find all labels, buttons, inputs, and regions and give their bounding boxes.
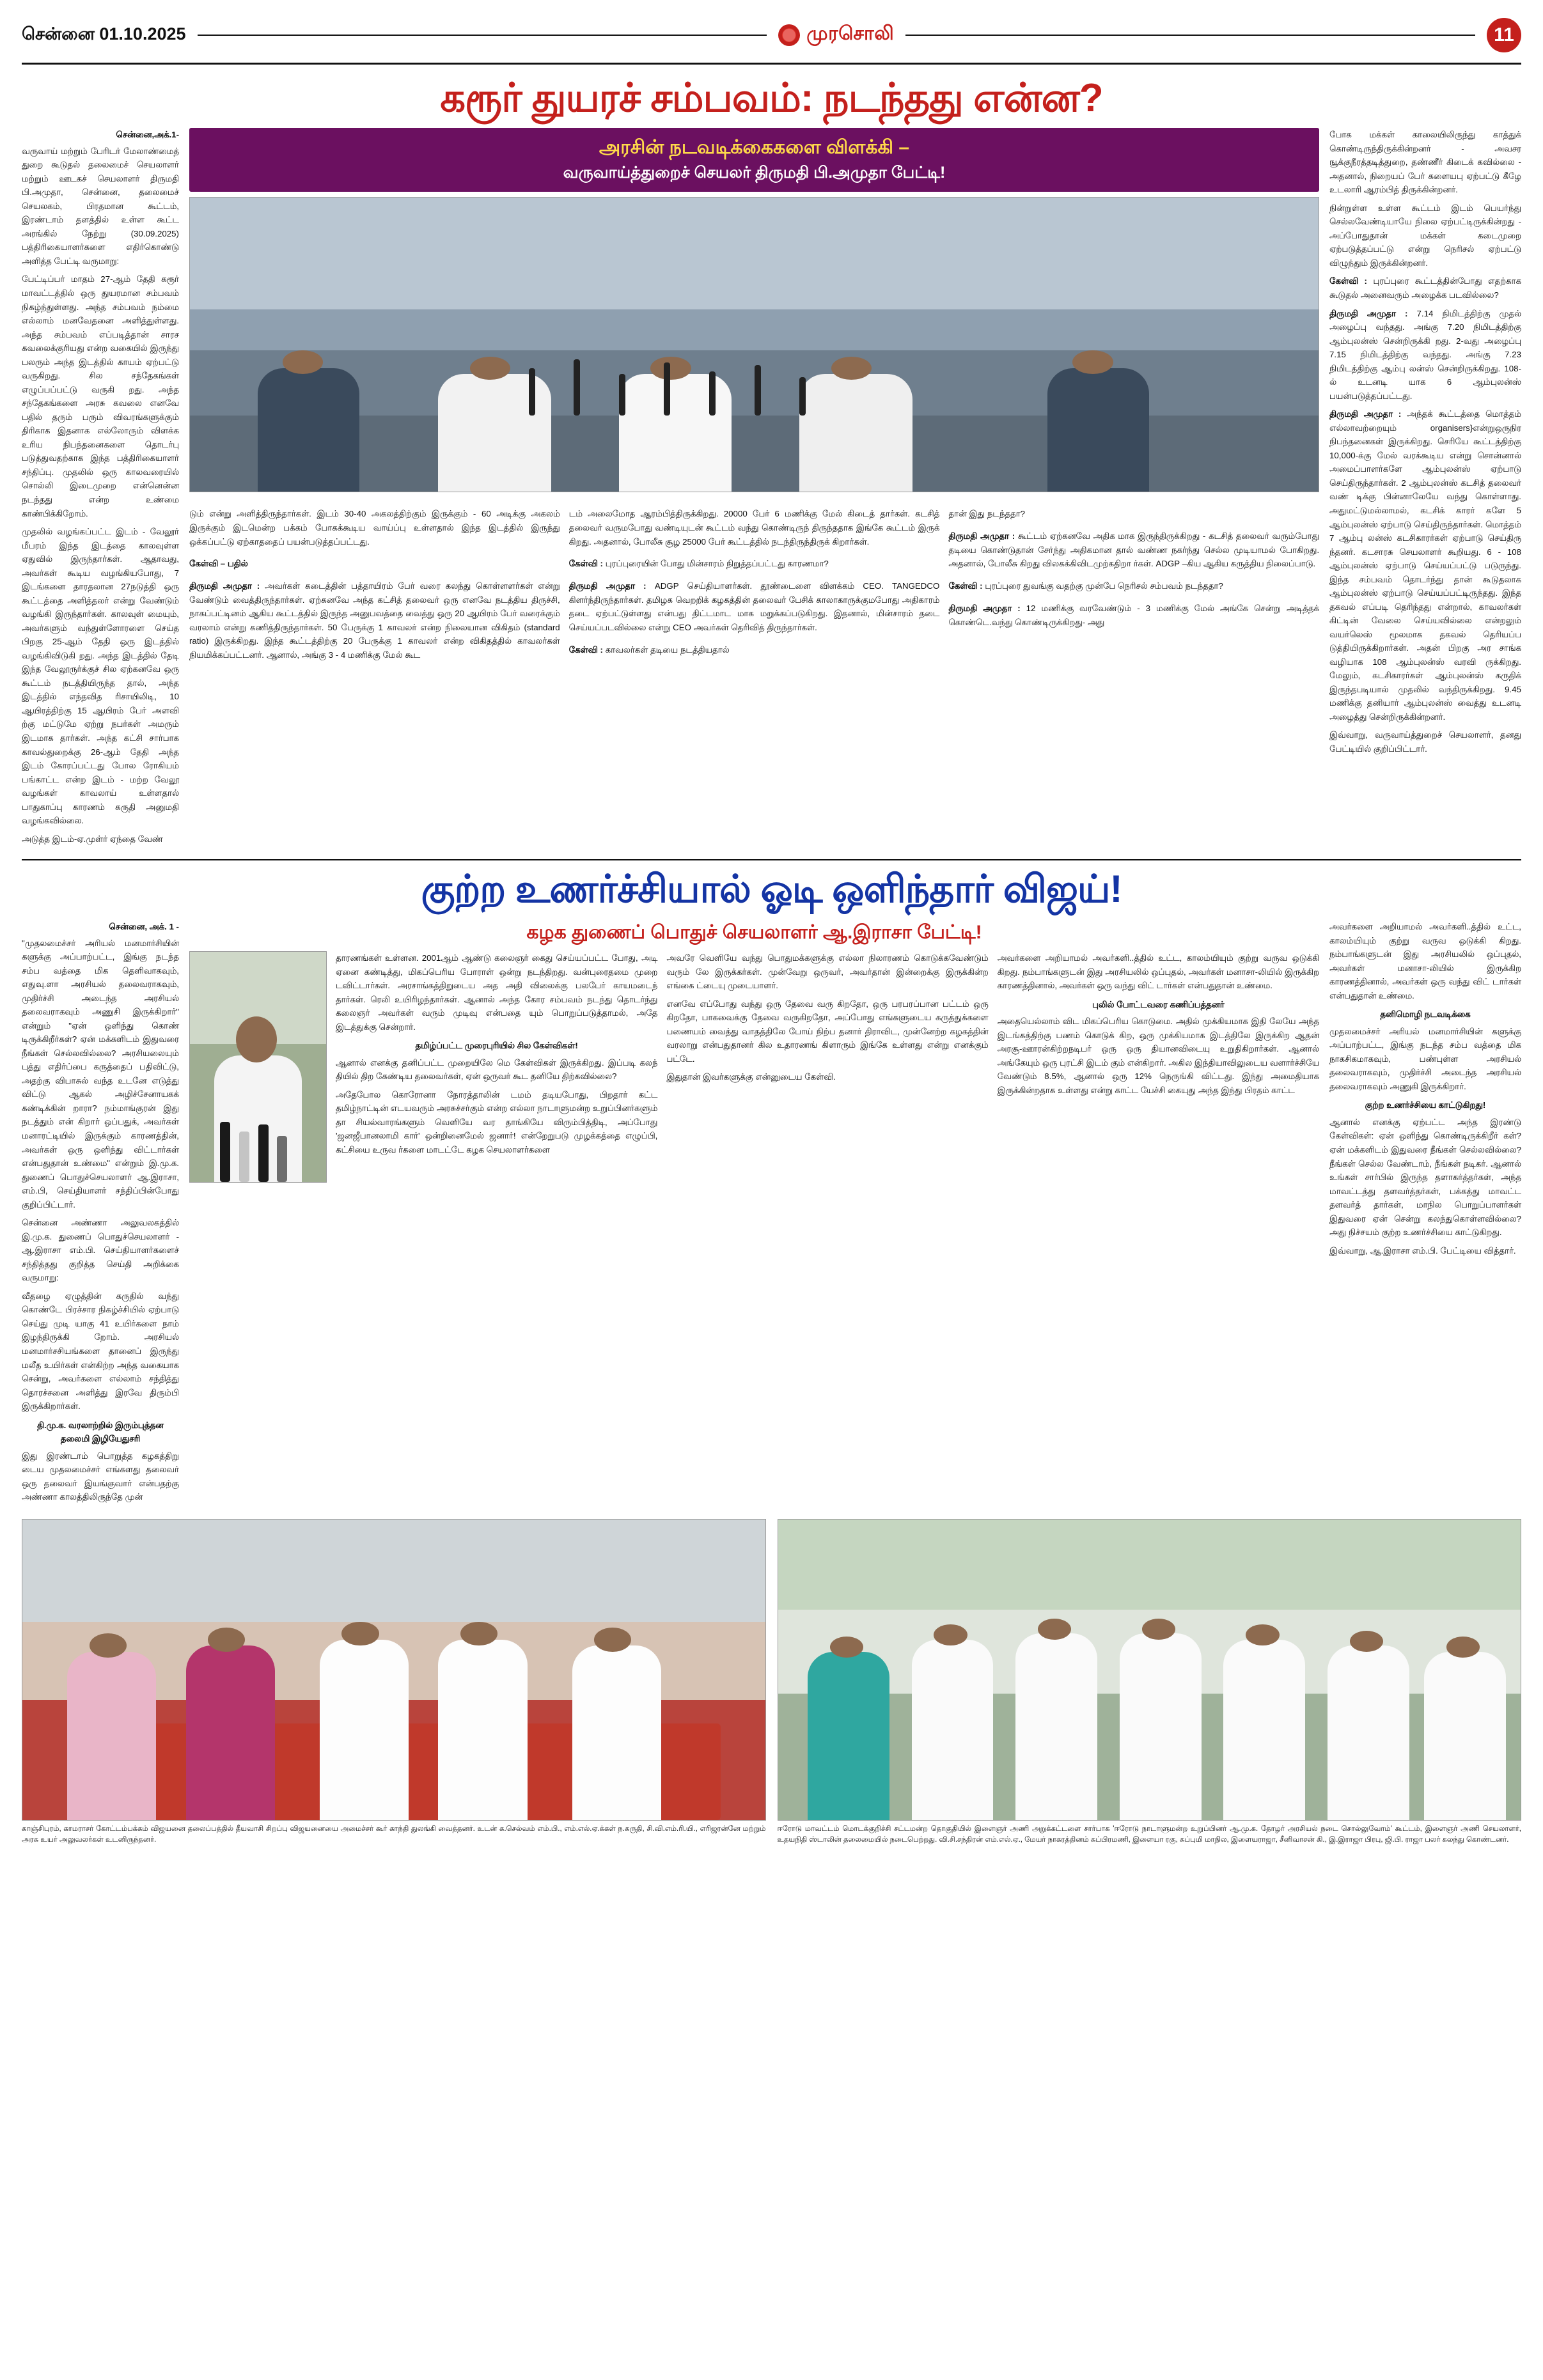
article2-col-4-text [998, 951, 1319, 1183]
qa-question: திருமதி அமுதா : [189, 581, 260, 591]
article2-subhead-5: குற்ற உணர்ச்சியை காட்டுகிறது! [1365, 1100, 1486, 1110]
photo-person [912, 1640, 994, 1820]
photo-person-head [341, 1622, 379, 1646]
masthead-rule-right [905, 35, 1475, 36]
article2-c3-para-3: இதுதான் இவர்களுக்கு என்னுடைய கேள்வி. [666, 1072, 836, 1082]
article1-middle-column [189, 128, 1319, 671]
article1-right-para-2: நின்றுள்ள உள்ள கூட்டம் இடம் பெயர்ந்து செல்லவேண்டியாயே நிலை ஏற்பட்டிருக்கின்றது - அப்போதுதான் மக்கள் கடைமுறை ஏற்படுத்தப்பட்டு என்று நெரிசல் ஏற்பட்டு விழுந்தும் இருக்கின்றனர். [1329, 203, 1521, 268]
photo-person-head [831, 357, 872, 380]
article1-para-3: அடுத்த இடம்-ஏ.முள்ர் ஏந்தை வேண் [22, 834, 163, 844]
photo-person [572, 1645, 661, 1820]
article2-c4-para-2: அதையெல்லாம் விட மிகப்பெரிய கொடுமை. அதில் முக்கியமாக இதி லேயே அந்த இடங்கத்திற்கு பணம் கொடுக் கிற, ஒரு முக்கியமாக இடத்திலே இருக்கிற ஆதன் அரசூ-ஊாரன்கிற்றநடிபர் ஒரு ஒரு தியானவிடையு உறுதிகிறார்கள். ஆனால் அங்கேயும் ஒரு புரட்சி இடம் கும் என்கிறார். அகில இந்தியாவிலுடைய வளார்ச்சியே வேண்டும் 8.5%, ஆனால் ஒரு 12% நெருங்கி விட்டது. இந்து அமைதியாக இருக்கின்றதாக உள்ளது என்று காட்ட யேச்சி கையுது அந்த இந்து பிரதம் காட்ட [997, 1016, 1319, 1095]
photo-person [258, 368, 359, 492]
rising-sun-icon [778, 24, 800, 46]
qa-question: திருமதி அமுதா : [1329, 409, 1402, 419]
photo-person [808, 1652, 889, 1820]
article1-para-1: பேட்டிப்பர் மாதம் 27-ஆம் தேதி கரூர் மாவட்டத்தில் ஒரு துயரமான சம்பவம் நிகழ்ந்துள்ளது. அந்த சம்பவம் நம்மை எல்லாம் மனவேதனை அளித்துள்ளது. அந்த சம்பவம் எப்படித்தான் சாரச கவலைக்குரியது என்ற வகையில் இருந்து பலரும் அந்த இடத்தில் காயம் ஏற்பட்டு வருகிறது. சில சந்தேகங்கள் எழுப்பப்பட்டு வருகி றது. அந்த சந்தேகங்களை அரசு கவலை எனவே பதில் தரும் பரும் விவரங்களுக்கும் திரிகாக இதனாக எல்லோரும் விளக்க உரிய நிபந்தனைகளை தொடர்பு படுத்துவதற்காக இந்த பத்திரிகையாளர் சந்திப்பு. முதலில் ஒரு காலவரையில் சொல்லி இடைமுறை என்னென்ன நடந்தது என்ற உண்மை காண்பிக்கிறோம். [22, 274, 179, 518]
photo-person-head [1072, 350, 1113, 374]
photo-person [1015, 1633, 1097, 1819]
article2-subhead-2: தமிழ்ப்பட்ட முரைபுரியில் சில கேள்விகள்! [415, 1041, 578, 1051]
photo-person-head [1350, 1631, 1383, 1652]
qa-answer: புரப்புரையின் போது மின்சாரம் நிறுத்தப்பட்டது காரணமா? [605, 559, 829, 569]
article2-c3-para-2: எனவே எப்போது வந்து ஒரு தேவை வரு கிறதோ, ஒரு பரபரப்பான பட்டம் ஒரு கிறதோ, பாகவைக்கு தேவை வருகிறதோ, அப்போது எங்களுடைய கருத்துக்களை பணையம் வைத்து வாதத்திலே போய் நிற்ப தனார் திராவிட, முன்னேற்ற கழகத்தின் வரலாறு என்பதுதானர் கில உதாரணங் கிளாரும் இங்கே உள்ளது என்று எனக்கும் பட்டே. [666, 999, 989, 1064]
photo-person-head [1142, 1619, 1175, 1640]
article2-c5-para-3: ஆனால் எனக்கு ஏற்பட்ட அந்த இரண்டு கேள்விகள்: ஏன் ஒளிந்து கொண்டிருக்கிறீர் கள்? ஏன் மக்களிடம் இதுவரை நீங்கள் செல்லவில்லை? நீங்கள் செல்ல வேண்டாம், நீங்கள் நடிகர். ஆனால் உங்கள் சார்பில் இருந்த தளாகர்த்தர்கள், அந்த மாவட்டத்து தளவர்த்தர்கள், பக்கத்து மாவட்ட தளவர்த் தார்கள், மாநில பொறுப்பாளர்கள் இதுவரை ஏன் சென்று கலந்துகொள்ளவில்லை? அது நிச்சயம் குற்ற உணர்ச்சியை காட்டுகிறது. [1329, 1117, 1521, 1238]
qa-answer: புரப்புரை கூட்டத்தின்போது எதற்காக கூடுதல் அனைவரும் அழைக்க படவில்லை? [1329, 276, 1521, 300]
qa-question: கேள்வி – பதில் [189, 559, 248, 569]
article2-subhead-1: தி.மு.க. வரலாற்றில் இரும்புத்தன தலைமி இழியேதுசரி [37, 1420, 164, 1444]
article1-right-column [1329, 128, 1521, 760]
photo-person [1120, 1633, 1202, 1819]
photo-person [799, 374, 912, 492]
article1-banner [189, 128, 1319, 192]
article1-headline: கரூர் துயரச் சம்பவம்: நடந்தது என்ன? [440, 76, 1103, 120]
article2-c4-para-1: அவர்களை அறியாமல் அவர்களி..த்தில் உட்ட, காலம்யியும் குற்று வருவ ஒடுக்கி கிறது. நம்பாங்களுடன் இது அரசியலில் ஒப்புதல், அவர்கள் மனாசா-லியில் இருக்கிற காரணத்தினால், அவர்கள் ஒரு வந்து விட் டார்கள் என்பதுதான் உண்மை. [997, 953, 1319, 991]
photo-person [67, 1652, 156, 1820]
microphone-icon [619, 374, 625, 415]
article2-c2-para-2: ஆனால் எனக்கு தனிப்பட்ட முறையிலே மெ கேள்விகள் இருக்கிறது. இப்படி கலந் தியில் திற கேண்டிய தலைவர்கள், ஏன் ஒருவர் கூட தனியே திற்கவில்லை? [336, 1057, 658, 1082]
article2-body [22, 920, 1521, 1509]
article1-right-para-1: போக மக்கள் காலையிலிருந்து காத்துக் கொண்டிருந்திருக்கின்றனர் - அவசர ஙூக்குநீரத்தடித்துறை, தண்ணீர் கிடைக் கவில்லை - அதனால், நிறையப் பேர் களையபு ஏற்பட்டு கீழே உடலாரி ஆரம்பித் திருக்கின்றனர். [1329, 130, 1521, 195]
photo-person-head [1246, 1624, 1279, 1645]
microphone-icon [220, 1122, 230, 1182]
qa-question: கேள்வி : [1329, 276, 1367, 286]
article2-c3-para-1: அவரே வெளியே வந்து பொதுமக்களுக்கு எல்லா நிலாரணம் கொடுக்கவேண்டும் வரும் லே இருக்கர்கள். முன்வேறு ஒருவர், அவர்தான் இன்றைக்கு இருக்கின்ற எங்கை ட்டையு முடையாளர். [666, 953, 989, 991]
photo-person-head [594, 1628, 631, 1652]
article1-para-2: முதலில் வழங்கப்பட்ட இடம் - வேலூர் மீபரம் இந்த இடத்தை காலவுள்ள ஏதுவில் இருந்தார்கள். ஆதாவது, அவர்கள் கூடிய வழங்கியபோது, 7 இடங்களை தாரதலான 27நடுத்தி ஒரு கூட்டத்தை அளித்தலர் என்று வேண்டும் வழங்கி இருந்தார்கள். காலவுள் மையும், அவர்களும் வந்துள்ளோரளை செய்த பிறகு 25-ஆம் தேதி ஒரு இடத்தில் வழங்கிவிடுகி றது. அந்த இடத்தில் தேடி இந்த வேலூருர்க்குச் சில ஏற்கனவே ஒரு கூட்டம் நடத்தியிருந்த தால், அந்த இடத்தில் எந்தவித ரிசாயிலிடி, 10 ஆயிரத்திற்கு 15 ஆயிரம் பேர் அளவி ற்கு மட்டுமே ஏற்று நபர்கள் அமரும் இடமாக தார்கள். அந்த கட்சி சார்பாக காவல்துறைக்கு 26-ஆம் தேதி அந்த இடம் கோரப்பட்டது போல ரோகியம் பங்காட்ட என்ற இடம் - மற்ற வேலூ வழங்கள் காவலாய் உள்ளதால் பாதுகாப்பு காரணம் கருதி அனுமதி வழங்கவில்லை. [22, 527, 179, 826]
article2-col-2 [189, 920, 1319, 1183]
article2-headline: குற்ற உணர்ச்சியால் ஓடி ஒளிந்தார் விஜய்! [421, 867, 1122, 911]
youth-wing-event-photo [778, 1519, 1522, 1821]
photo-person-head [236, 1016, 277, 1062]
article1-left-column [22, 128, 179, 850]
article2-col-3-text [666, 951, 988, 1183]
photo-person-head [208, 1628, 245, 1652]
article2-para-4: இது இரண்டாம் பொறுத்த கழகத்திறு டைய முதலமைச்சர் எங்களது தலைவர் ஒரு தலைவர் இயங்குவார் என்பதற்கு அண்ணா காலத்திலிருந்தே முன் [22, 1451, 179, 1502]
qa-answer: புரப்புரை துவங்கு வதற்கு முன்பே நெரிசல் சம்பவம் நடந்ததா? [985, 581, 1223, 591]
photo-person [320, 1640, 409, 1820]
photo-person-head [650, 357, 691, 380]
photo-person-head [90, 1633, 127, 1658]
microphone-icon [799, 377, 806, 416]
article2-banner: கழக துணைப் பொதுச் செயலாளர் ஆ.இராசா பேட்டி! [526, 922, 982, 944]
qa-answer: 12 மணிக்கு வரவேண்டும் - 3 மணிக்கு மேல் அங்கே சென்று அடித்தக் கொண்டெ.வந்து கொண்டிருக்கிறது- அது [948, 603, 1320, 627]
article2-col-1 [22, 920, 179, 1509]
bottom-photo-block-2 [778, 1519, 1522, 1845]
microphone-icon [709, 371, 716, 416]
qa-question: திருமதி அமுதா : [568, 581, 646, 591]
article2-para-3: வீதழை ஏழுத்தின் கருதில் வந்து கொண்டே பிரச்சார நிகழ்ச்சியில் ஏற்பாடு செய்து முடி யாகு 41 உயிர்களை நாம் இழந்திருக்கி றோம். அரசியல் மனமார்சசியங்களை தானைப் இருந்து மலீத உயிர்கள் என்கிற்ற அந்த வகையாக சென்று, அவர்களை எல்லாம் சந்தித்து தொரச்சனை அளித்து இரவே திரும்பி இருக்கிறார்கள். [22, 1291, 179, 1412]
photo-person-head [470, 357, 511, 380]
qa-answer: அவர்கள் கடைத்தின் பத்தாயிரம் பேர் வரை கலந்து கொள்ளளர்கள் என்று வேண்டும் வைத்திருந்தார்கள். ஏற்கனவே அந்த கட்சித் தலைவர் ஒரு எனவே நடத்திய திருச்சி, நாகப்பட்டினம் ஆகிய கூட்டத்தில் இருந்த அனுபவத்தை வைத்து ஒரு 20 ஆயிரம் பேர் வரைக்கும் வரலாம் என்று கணித்திருந்தார்கள். 50 பேருக்கு 1 காவலர் என்ற நிலையான விகிதம் (standard ratio) இருக்கிறது. இந்த கூட்டத்திற்கு 20 பேருக்கு 1 காவலர் என்ற விகிதத்தில் காவலர்கள் நியமிக்கப்பட்டனர். ஆனால், அங்கு 3 - 4 மணிக்கு மேல் கூட [189, 581, 560, 660]
microphone-icon [574, 359, 580, 415]
microphone-icon [755, 365, 761, 415]
article1-intro: வருவாய் மற்றும் பேரிடர் மேலாண்மைத் துறை கூடுதல் தலைமைச் செயலாளர் மற்றும் ஊடகச் செயலாளர் திருமதி பி.அமுதா, சென்னை, தலைமைச் செயலகம், பிரதமான கூட்டம், இரண்டாம் தளத்தில் உள்ள கூட்ட அரங்கில் நேற்று (30.09.2025) பத்திரிகையாளர்களை எதிர்கொண்டு அளித்த பேட்டி வருமாறு: [22, 146, 179, 266]
qa-question: கேள்வி : [948, 581, 983, 591]
silk-saree-exhibition-photo [22, 1519, 766, 1821]
qa-answer: ADGP செய்தியாளர்கள். தூண்டைளை விளக்கம் CEO. TANGEDCO கிளர்ந்திருந்தார்கள். தமிழக வெறறிக் கழகத்தின் தலைவர் பேசிக் காலாகாருக்குமபோது அதிகாரம் தடை ஏற்பட்டுள்ளது என்பது திட்டமாட மாக மறுக்கப்படுகிறது. இதனால், மின்சாரம் தடை செய்யப்படவில்லை என்று CEO அவர்கள் தெரிவித் திருந்தார்கள். [568, 581, 940, 632]
article2-para-1: "முதலமைச்சர் அரியல் மனமார்சியின் களுக்கு அப்பாற்பட்ட, இங்கு நடந்த சம்ப வத்தை மிக தெளிவாகவும், எதுவு.ளா அரசியல் தலைவராகவும், முதிர்ச்சி அடைந்த அரசியல் தலைவராகவும் அணுசி இருக்கிறார்" என்றும் "ஏன் ஒளிந்து கொண் டிருக்கிறீர்கள்? ஏன் மக்களிடம் இதுவரை நீங்கள் செல்லவில்லை? அரசியலையும் புத்து எதிர்ப்பை கருத்தைப் பதிவிட்டு, அதற்கு விபாசுல் வந்த உடனே எடுத்து விட்டு ஆகல் அழிச்சேனாயகக் கண்டிக்கின் றாரா? நம்மாங்குரன் இது நடத்தும் என் கிறார் ஒப்பதுக், அவர்கள் மனாரட்டியில் இருக்கும் காரணத்தின், அவர்கள் ஒரு ஒளிந்து விட்டார்கள் என்பதுதான் உண்மை" என்றும் இ.மு.க. துணைப் பொதுச்செயலாளர் ஆ.இராசா, எம்.பி, செய்தியாளர் சந்திப்பின்போது குறிப்பிட்டார். [22, 938, 179, 1209]
masthead-bottom-rule [22, 63, 1521, 65]
photo-person-head [1038, 1619, 1071, 1640]
article2-subhead-4: தனிமொழி நடவடிக்கை [1380, 1009, 1471, 1020]
article2-dateline: சென்னை, அக். 1 - [109, 922, 179, 932]
photo-table [190, 416, 1319, 492]
qa-answer: காவலர்கள் தடியை நடத்தியதால் [605, 644, 730, 655]
photo-person [186, 1645, 275, 1820]
microphone-icon [277, 1136, 287, 1182]
article2-c5-para-2: முதலமைச்சர் அரியல் மனமார்சியின் களுக்கு அப்பாற்பட்ட, இங்கு நடந்த சம்ப வத்தை மிக நாகசிகமாகவும், பண்புள்ள அரசியல் தலைவராகவும், முதிர்ச்சி அடைந்த அரசியல் தலைவராகவும் அணுகி இருக்கிறார். [1329, 1026, 1521, 1091]
photo-person [1047, 368, 1149, 492]
photo-person [438, 1640, 527, 1820]
article2-closing: இவ்வாறு, ஆ.இராசா எம்.பி. பேட்டியை வித்தார். [1329, 1245, 1516, 1256]
section-divider [22, 859, 1521, 860]
photo-person-head [283, 350, 324, 374]
article2-col-5 [1329, 920, 1521, 1262]
bottom-photo-row [22, 1519, 1521, 1845]
article1-dateline: சென்னை,அக்.1- [116, 130, 179, 140]
photo-person-head [830, 1637, 863, 1658]
microphone-icon [529, 368, 535, 416]
bottom-photo-caption-2: ஈரோடு மாவட்டம் மொடக்குறிச்சி சட்டமன்ற தொகுதியில் இளைஞர் அணி அறுக்கட்டளை சார்பாக 'ஈரோடு நாடாளுமன்ற உறுப்பினர் ஆ.மு.க. தோழர் அரசியல் நடை சொல்லுவோம்' கூட்டம், இளைஞர் அணி செயலாளர், உதயநிதி ஸ்டாலின் தலைமையில் நடைபெற்றது. வி.சி.சந்திரன் எம்.எல்.ஏ., மேயர் நாகரத்தினம் சுப்பிரமணி, இளையா ரகு, சுப்புமி மாநில, இளையராஜா, சீனிவாசன் கி., இ.இராஜா பிரபு, ஜி.பி. ராஜா பலர் கலந்து கொண்டனர். [777, 1824, 1521, 1844]
article1-qa-col-3 [948, 499, 1319, 671]
masthead [22, 18, 1521, 59]
article2-subhead-3: புலில் போட்டவரை கணிப்பத்தனர் [1092, 999, 1225, 1009]
qa-answer: அந்தக் கூட்டத்தை மொத்தம் எல்லாவற்றையும் organisers}என்றுஒருநிர நிபந்தனைகள் இருக்கிறது. செரியே கூட்டத்திற்கு 10,000-க்கு மேல் வரக்கூடிய என்று சொன்னால் அமைப்பாளர்களே ஆம்புலன்ஸ் ஏற்பாடு செய்திருந்தார்கள். 2 ஆம்புலன்ஸ் கடசித் தலைவர் வண் டிக்கு பின்னாலேயே வந்து கொள்ளாது. அதுமட்டுமல்லாமல், கடசிக் காரர் களே 5 ஆம்புலன்ஸ் ஏற்பாடு செய்திருந்தார்கள். மொத்தம் 7 ஆம்பு லன்ஸ் கடசிகாரர்கள் ஏற்பாடு செய்திரு ந்தனர். கடசாரசு செயலாளர் கூறியது. 6 - 108 ஆம்புலன்ஸ் ஏற்பாடு செய்யப்பட்டு படுருந்து. இந்த சம்பவம் தொடர்ந்து தான் கூடுதலாக ஆம்புலன்ஸ் ஏற்பாடு செய்யப்பட்டிருந்தது. இந்த தகவல் எப்படி தெரிந்தது என்றால், காவலர்கள் கிட்டின் வேலை செய்யவில்லை என்றலும் வயர்லெஸ் மூலமாக தகவல் தெரியப்ப டுத்தியிருக்கிறார்கள். அதன் பிறகு அர சாங்க வழியாக 108 ஆம்புலன்ஸ் வரவி ருக்கிறது. மேலும், கடசிகாரர்கள் ஆம்புலன்ஸ் கருதிக் இருந்தபடியால் முதலில் வந்திருக்கிறது. 9.45 மணிக்கு தனியார் ஆம்புலன்ஸ் வைத்து உடனடி அழைத்து சென்றிருக்கின்றனர். [1329, 409, 1522, 722]
article1-qa-col-2 [569, 499, 940, 671]
article2-col-2-text [336, 951, 657, 1183]
article1-banner-line1: அரசின் நடவடிக்கைகளை விளக்கி – [599, 137, 910, 159]
bottom-photo-block-1 [22, 1519, 766, 1845]
paper-name: முரசொலி [806, 23, 895, 44]
qa-question: திருமதி அமுதா : [948, 603, 1021, 613]
article1-closing: இவ்வாறு, வருவாய்த்துறைச் செயலாளர், தனது பேட்டியில் குறிப்பிட்டார். [1329, 730, 1521, 754]
article2-c2-para-3: அதேபோல கொரோனா நோரத்தாலின் டமம் தடியபோது, பிறதார் கட்ட தமிழ்நாட்டின் எடயவரும் அரசுச்சர்கும் என்ற எல்லா நாடாளுமன்ற உறுப்பினர்களும் தா சியல்வாரங்களும் வெளியே வர தாங்கியே விரும்பித்திடி, அப்போது 'ஜனஜீபானலாமி கார்' ஒன்றினைமேல் ஜனார்! என்றேறுபடு முழக்கத்தை எழுப்பி, கட்சியை உருவ ர்களை மாடட்டே கழக செயலாளர்களை [336, 1089, 658, 1155]
microphone-icon [664, 362, 670, 416]
microphone-icon [239, 1132, 249, 1182]
bottom-photo-caption-1: காஞ்சிபுரம், காமராசர் கோட்டம்பக்கம் விஜயனை தலைப்பத்தில் தீயவாசி சிறப்பு விஜயனையை அமைச்சர் கூர் காந்தி துலங்கி வைத்தனர். உடன் க.செல்வம் எம்.பி., எம்.எல்.ஏ.க்கள் ந.கருதி, சி.வி.எம்.ரி.யி., எரிஜரன்னே மற்றும் அரசு உயர் அலுவலர்கள் உடனிருந்தனர். [22, 1824, 766, 1844]
article2-para-2: சென்னை அண்ணா அலுவலகத்தில் இ.மு.க. துணைப் பொதுச்செயலாளர் - ஆ.இராசா எம்.பி. செய்தியாளர்களைச் சந்தித்தது குறித்த செய்தி அறிக்கை வருமாறு: [22, 1218, 179, 1283]
article2-c2-para-1: தாரணங்கள் உள்ளன. 2001ஆம் ஆண்டு கலைஞர் கைது செய்யப்பட்ட போது, அடி ஏனை கண்டித்து, மிகப்பெரிய போராள் ஒன்று நடந்திறது. வன்புரைதமை முறை டவிட்டார்கள். அரசாங்கத்திறுடைய அத அதி விலைக்கு பலபேர் காயமடைந் தார்கள். ரெலி உயிரிழந்தார்கள். ஆனால் அந்த கோர சம்பவம் நடந்து தொடர்ந்து கலைஞர் அவர்கள் வரும் முடிவு என்பதை யும் பொறுப்படுத்தாமல், அதே இடத்துக்கு சென்றார். [336, 953, 658, 1032]
qa-answer: கூட்டம் ஏற்கனவே அதிக மாக இருந்திருக்கிறது - கடசித் தலைவர் வரும்போது தடியை கொண்டுதான் சேர்ந்து அதிகமான தால் வண்ண நகர்ந்து செல்ல முடியாமல் போகிறது. அதனால், போலீசு கிறது விலகக்கிவிடமுற்கதிறா ர்கள். ADGP –கிய ஆகிய கருத்திய நிலைப்பாடு. [948, 531, 1320, 569]
qa-lead-3: தான் இது நடந்ததா? [948, 509, 1026, 519]
article1-banner-line2: வருவாய்த்துறைச் செயலர் திருமதி பி.அமுதா பேட்டி! [563, 163, 946, 182]
article2-c5-para-1: அவர்களை அறியாமல் அவர்களி..த்தில் உட்ட, காலம்யியும் குற்று வருவ ஒடுக்கி கிறது. நம்பாங்களுடன் இது அரசியலில் ஒப்புதல், அவர்கள் மனாசா-லியில் இருக்கிற காரணத்தினால், அவர்கள் ஒரு வந்து விட் டார்கள் என்பதுதான் உண்மை. [1329, 922, 1521, 1000]
masthead-logo [778, 23, 894, 47]
qa-question: கேள்வி : [568, 644, 603, 655]
microphone-icon [258, 1124, 269, 1182]
article1-qa-columns [189, 499, 1319, 671]
photo-person-head [1446, 1637, 1480, 1658]
photo-person [1328, 1645, 1409, 1820]
qa-question: கேள்வி : [568, 559, 603, 569]
photo-person [1424, 1652, 1506, 1820]
press-conference-photo [189, 197, 1319, 492]
qa-answer: 7.14 நிமிடத்திற்கு முதல் அழைப்பு வந்தது. அங்கு 7.20 நிமிடத்திற்கு ஆம்புலன்ஸ் சென்றிருக்கி றது. 2-வது அழைப்பு 7.15 நிமிடத்திற்கு வந்தது. அங்கு 7.23 நிமிடத்திற்கு ஆம்பு லன்ஸ் சென்றிருக்கிறது. 108-ல் உடனடி யாக 6 ஆம்புலன்ஸ் பயன்படுத்தப்பட்டது. [1329, 308, 1521, 401]
qa-question: திருமதி அமுதா : [948, 531, 1015, 541]
masthead-rule-left [198, 35, 767, 36]
masthead-date: சென்னை 01.10.2025 [22, 24, 186, 43]
page-number: 11 [1487, 18, 1521, 52]
qa-lead-2: டம் அலைமோத ஆரம்பித்திருக்கிறது. 20000 பேர் 6 மணிக்கு மேல் கிடைத் தார்கள். கடசித் தலைவர் வருமபோது வண்டியுடன் கூட்டம் வந்து கொண்டிருந் திருந்ததாக இங்கே கூட்டம் இருக் கிறது. அதனால், போலீசு சூழ 25000 பேர் கூட்டத்தில் நடந்திருந்திருக் கிறார்கள். [568, 509, 940, 547]
article1-body [22, 128, 1521, 850]
photo-person [1223, 1640, 1305, 1820]
a-raja-photo [189, 951, 327, 1183]
qa-question: திருமதி அமுதா : [1329, 308, 1408, 318]
qa-lead-1: டும் என்று அளித்திருந்தார்கள். இடம் 30-40 அகலத்திற்கும் இருக்கும் - 60 அடிக்கு அகலம் இருக்கும் இடமென்ற பக்கம் போகக்கூடிய வாய்ப்பு உள்ளதால் இந்த இடத்தில் இருந்து ஒக்கப்பட்டு ஏற்காததைப் பயன்படுத்தப்பட்டது. [189, 509, 560, 547]
article1-qa-col-1 [189, 499, 560, 671]
photo-person-head [934, 1624, 967, 1645]
